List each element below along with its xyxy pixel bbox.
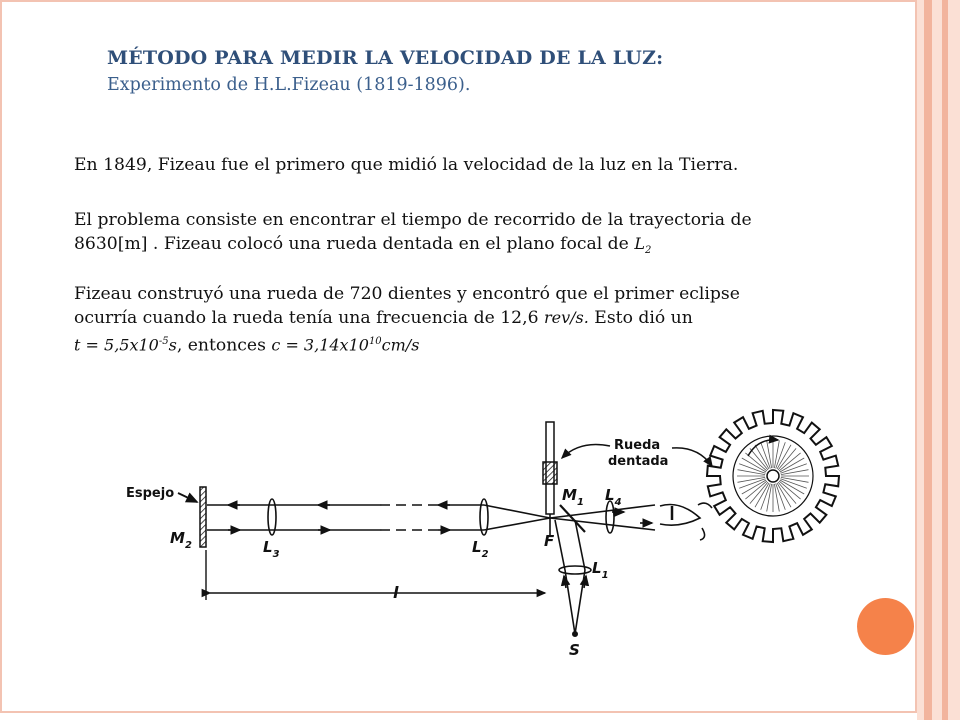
wheel-spoke bbox=[774, 484, 779, 512]
rueda-label-line2: dentada bbox=[608, 454, 669, 469]
paragraph-2-line-1: El problema consiste en encontrar el tiempo de recorrido de la trayectoria de bbox=[74, 210, 752, 230]
f-label: F bbox=[544, 532, 555, 550]
slide-title: MÉTODO PARA MEDIR LA VELOCIDAD DE LA LUZ: bbox=[107, 47, 664, 69]
s-label: S bbox=[569, 641, 580, 659]
wheel-spoke bbox=[739, 464, 765, 474]
m2-label-base: M bbox=[170, 529, 185, 547]
speed-unit: cm/s bbox=[381, 335, 420, 355]
speed-value: c = 3,14x10 bbox=[271, 335, 369, 355]
l1-label-base: L bbox=[592, 559, 602, 577]
lens-l4 bbox=[606, 501, 614, 533]
m1-label-base: M bbox=[562, 486, 577, 504]
wheel-spoke bbox=[774, 441, 779, 469]
wheel-spoke bbox=[767, 484, 772, 512]
lens-l2-ref-base: L bbox=[634, 234, 645, 253]
m1-label-sub: 1 bbox=[576, 497, 584, 508]
eye-icon bbox=[660, 503, 712, 540]
mirror-m1 bbox=[560, 505, 585, 532]
wheel-axle bbox=[767, 470, 779, 482]
wheel-spoke bbox=[781, 479, 807, 489]
paragraph-3-connector: , entonces bbox=[176, 335, 272, 356]
paragraph-2-line-2: 8630[m] . Fizeau colocó una rueda dentada en el plano focal de bbox=[74, 234, 635, 254]
l2-label bbox=[472, 538, 489, 560]
wheel-hub bbox=[543, 462, 557, 484]
toothed-wheel bbox=[707, 410, 839, 542]
paragraph-1-text: En 1849, Fizeau fue el primero que midió la velocidad de la luz en la Tierra. bbox=[74, 155, 739, 175]
l1-label-sub: 1 bbox=[601, 570, 609, 581]
espejo-arrow bbox=[178, 493, 197, 502]
wheel-spoke bbox=[781, 464, 807, 474]
speed-exponent: 10 bbox=[368, 336, 382, 347]
l4-label-base: L bbox=[605, 486, 615, 504]
light-beams bbox=[207, 505, 655, 634]
paragraph-3-line-1: Fizeau construyó una rueda de 720 dientes y encontró que el primer eclipse bbox=[74, 284, 740, 304]
rueda-label-line1: Rueda bbox=[614, 438, 661, 453]
l3-label-base: L bbox=[263, 538, 273, 556]
wheel-spoke bbox=[767, 441, 772, 469]
l4-label-sub: 4 bbox=[614, 497, 622, 508]
wheel-spoke bbox=[761, 442, 771, 468]
wheel-spoke bbox=[738, 470, 766, 475]
beam-arrows bbox=[228, 505, 652, 588]
lens-l2-ref-sub: 2 bbox=[644, 245, 652, 257]
wheel-spoke bbox=[781, 477, 809, 482]
m2-label bbox=[170, 529, 192, 551]
l2-label-sub: 2 bbox=[481, 549, 489, 560]
l3-label-sub: 3 bbox=[272, 549, 280, 560]
l1-label bbox=[592, 559, 609, 581]
l3-label bbox=[263, 538, 280, 560]
wheel-spoke bbox=[776, 484, 786, 510]
paragraph-3-line-2-end: Esto dió un bbox=[588, 308, 693, 328]
lens-l1 bbox=[559, 566, 591, 574]
wheel-spoke bbox=[776, 442, 786, 468]
wheel-spoke bbox=[781, 470, 809, 475]
time-exponent: -5 bbox=[158, 336, 169, 347]
wheel-spoke bbox=[739, 479, 765, 489]
time-unit: s bbox=[168, 335, 177, 355]
l2-label-base: L bbox=[472, 538, 482, 556]
paragraph-3-line-2: ocurría cuando la rueda tenía una frecuencia de 12,6 bbox=[74, 308, 544, 328]
mirror-m2 bbox=[200, 487, 206, 547]
time-value: t = 5,5x10 bbox=[74, 335, 159, 355]
wheel-spoke bbox=[761, 484, 771, 510]
slide-subtitle: Experimento de H.L.Fizeau (1819-1896). bbox=[107, 75, 471, 95]
distance-label: l bbox=[393, 583, 399, 602]
frequency-unit: rev/s. bbox=[543, 308, 589, 327]
rueda-arrow-right bbox=[672, 448, 712, 466]
rueda-arrow-left bbox=[562, 445, 610, 459]
source-s bbox=[572, 631, 578, 637]
wheel-spoke bbox=[738, 477, 766, 482]
m2-label-sub: 2 bbox=[184, 540, 192, 551]
m1-label bbox=[562, 486, 584, 508]
espejo-label: Espejo bbox=[126, 486, 175, 501]
